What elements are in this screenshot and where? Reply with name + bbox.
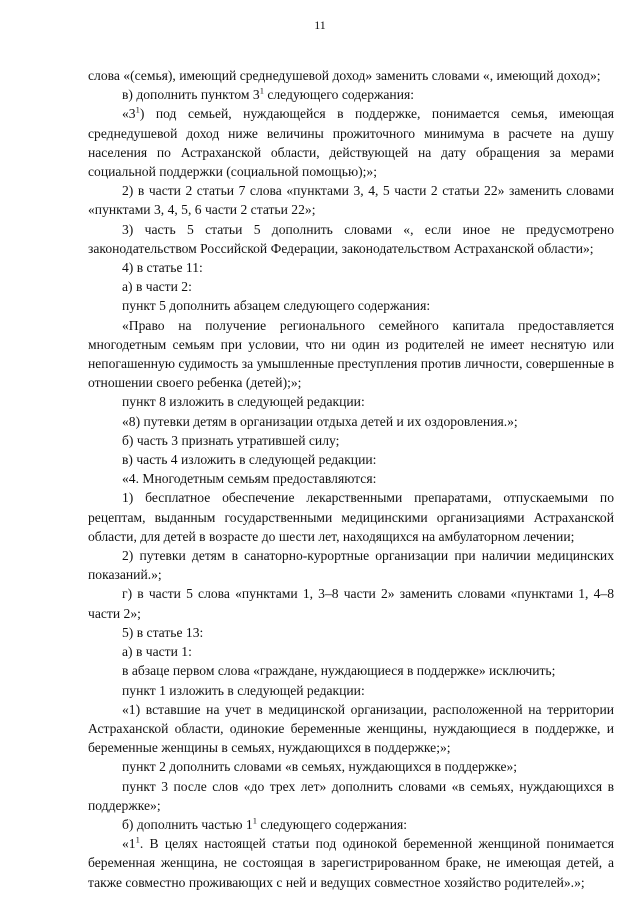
paragraph — [88, 815, 614, 834]
superscript: 1 — [135, 834, 140, 845]
paragraph — [88, 277, 614, 296]
paragraph — [88, 777, 614, 815]
paragraph — [88, 412, 614, 431]
paragraph-text: в абзаце первом слова «граждане, нуждающиеся в поддержке» исключить; — [122, 663, 556, 679]
paragraph — [88, 104, 614, 181]
paragraph-text-continued: следующего содержания: — [263, 87, 415, 103]
page-number: 11 — [314, 18, 326, 32]
paragraph — [88, 220, 614, 258]
paragraph-text: 2) в части 2 статьи 7 слова «пунктами 3, 4, 5 части 2 статьи 22» заменить словами «пунктами 3, 4, 5, 6 части 2 статьи 22»; — [88, 183, 614, 218]
paragraph — [88, 757, 614, 776]
paragraph-text: 2) путевки детям в санаторно-курортные организации при наличии медицинских показаний.»; — [88, 548, 614, 583]
paragraph-text: 3) часть 5 статьи 5 дополнить словами «, если иное не предусмотрено законодательством Российской Федерации, законодательством Астраханской области»; — [88, 221, 614, 256]
paragraph — [88, 700, 614, 758]
paragraph-text: в) часть 4 изложить в следующей редакции: — [122, 452, 377, 468]
paragraph-text: 4) в статье 11: — [122, 260, 203, 276]
paragraph — [88, 392, 614, 411]
document-body — [88, 66, 614, 892]
paragraph-text-continued: . В целях настоящей статьи под одинокой беременной женщиной понимается беременная женщина, не состоящая в зарегистрированном браке, не имеющая детей, а также совместно проживающих с ней и ведущих совместное хозяйство родителей».»; — [88, 836, 614, 890]
paragraph-text: г) в части 5 слова «пунктами 1, 3–8 части 2» заменить словами «пунктами 1, 4–8 части 2»; — [88, 586, 614, 621]
paragraph-text-continued: следующего содержания: — [256, 816, 408, 832]
paragraph — [88, 316, 614, 393]
paragraph-text: а) в части 1: — [122, 644, 192, 660]
paragraph — [88, 584, 614, 622]
paragraph — [88, 258, 614, 277]
paragraph-text: б) часть 3 признать утратившей силу; — [122, 432, 340, 448]
superscript: 1 — [252, 815, 257, 826]
paragraph-text: «8) путевки детям в организации отдыха детей и их оздоровления.»; — [122, 413, 518, 429]
paragraph-text: 1) бесплатное обеспечение лекарственными препаратами, отпускаемыми по рецептам, выданным государственными медицинскими организациями Астраханской области, для детей в возрасте до шести лет, находящихся на амбулаторном лечении; — [88, 490, 614, 544]
superscript: 1 — [135, 104, 140, 115]
paragraph — [88, 431, 614, 450]
paragraph — [88, 661, 614, 680]
paragraph — [88, 642, 614, 661]
paragraph-text: а) в части 2: — [122, 279, 192, 295]
paragraph-text: б) дополнить частью 1 — [122, 816, 253, 832]
paragraph-text: пункт 2 дополнить словами «в семьях, нуждающихся в поддержке»; — [122, 759, 518, 775]
paragraph-text: «1) вставшие на учет в медицинской организации, расположенной на территории Астраханской области, одинокие беременные женщины, нуждающиеся в поддержке, и беременные женщины в семьях, нуждающихся в поддержке;»; — [88, 701, 614, 756]
paragraph-text: «4. Многодетным семьям предоставляются: — [122, 471, 377, 487]
paragraph-text: пункт 3 после слов «до трех лет» дополнить словами «в семьях, нуждающихся в поддержке»; — [88, 778, 614, 813]
paragraph-text: пункт 1 изложить в следующей редакции: — [122, 682, 365, 698]
paragraph — [88, 181, 614, 219]
paragraph-text: в) дополнить пунктом 3 — [122, 87, 260, 103]
paragraph-text: «Право на получение регионального семейного капитала предоставляется многодетным семьям при условии, что ни один из родителей не имеет неснятую или непогашенную судимость за умышленные преступления против личности, совершенные в отношении своего ребенка (детей);»; — [88, 317, 614, 391]
paragraph-text: «3 — [122, 106, 136, 122]
paragraph — [88, 296, 614, 315]
paragraph — [88, 66, 614, 85]
paragraph — [88, 450, 614, 469]
paragraph — [88, 834, 614, 892]
paragraph — [88, 85, 614, 104]
paragraph-text: 5) в статье 13: — [122, 624, 204, 640]
paragraph-text: «1 — [122, 836, 136, 852]
paragraph — [88, 623, 614, 642]
paragraph — [88, 469, 614, 488]
paragraph — [88, 681, 614, 700]
paragraph-text: слова «(семья), имеющий среднедушевой доход» заменить словами «, имеющий доход»; — [88, 68, 601, 83]
paragraph-text: пункт 5 дополнить абзацем следующего содержания: — [122, 298, 431, 314]
superscript: 1 — [259, 85, 264, 96]
paragraph — [88, 546, 614, 584]
paragraph-text-continued: ) под семьей, нуждающейся в поддержке, понимается семья, имеющая среднедушевой доход ниже величины прожиточного минимума в расчете на душу населения по Астраханской области, действующей на дату обращения за мерами социальной поддержки (социальной помощью);»; — [88, 106, 614, 180]
paragraph-text: пункт 8 изложить в следующей редакции: — [122, 394, 365, 410]
paragraph — [88, 488, 614, 546]
